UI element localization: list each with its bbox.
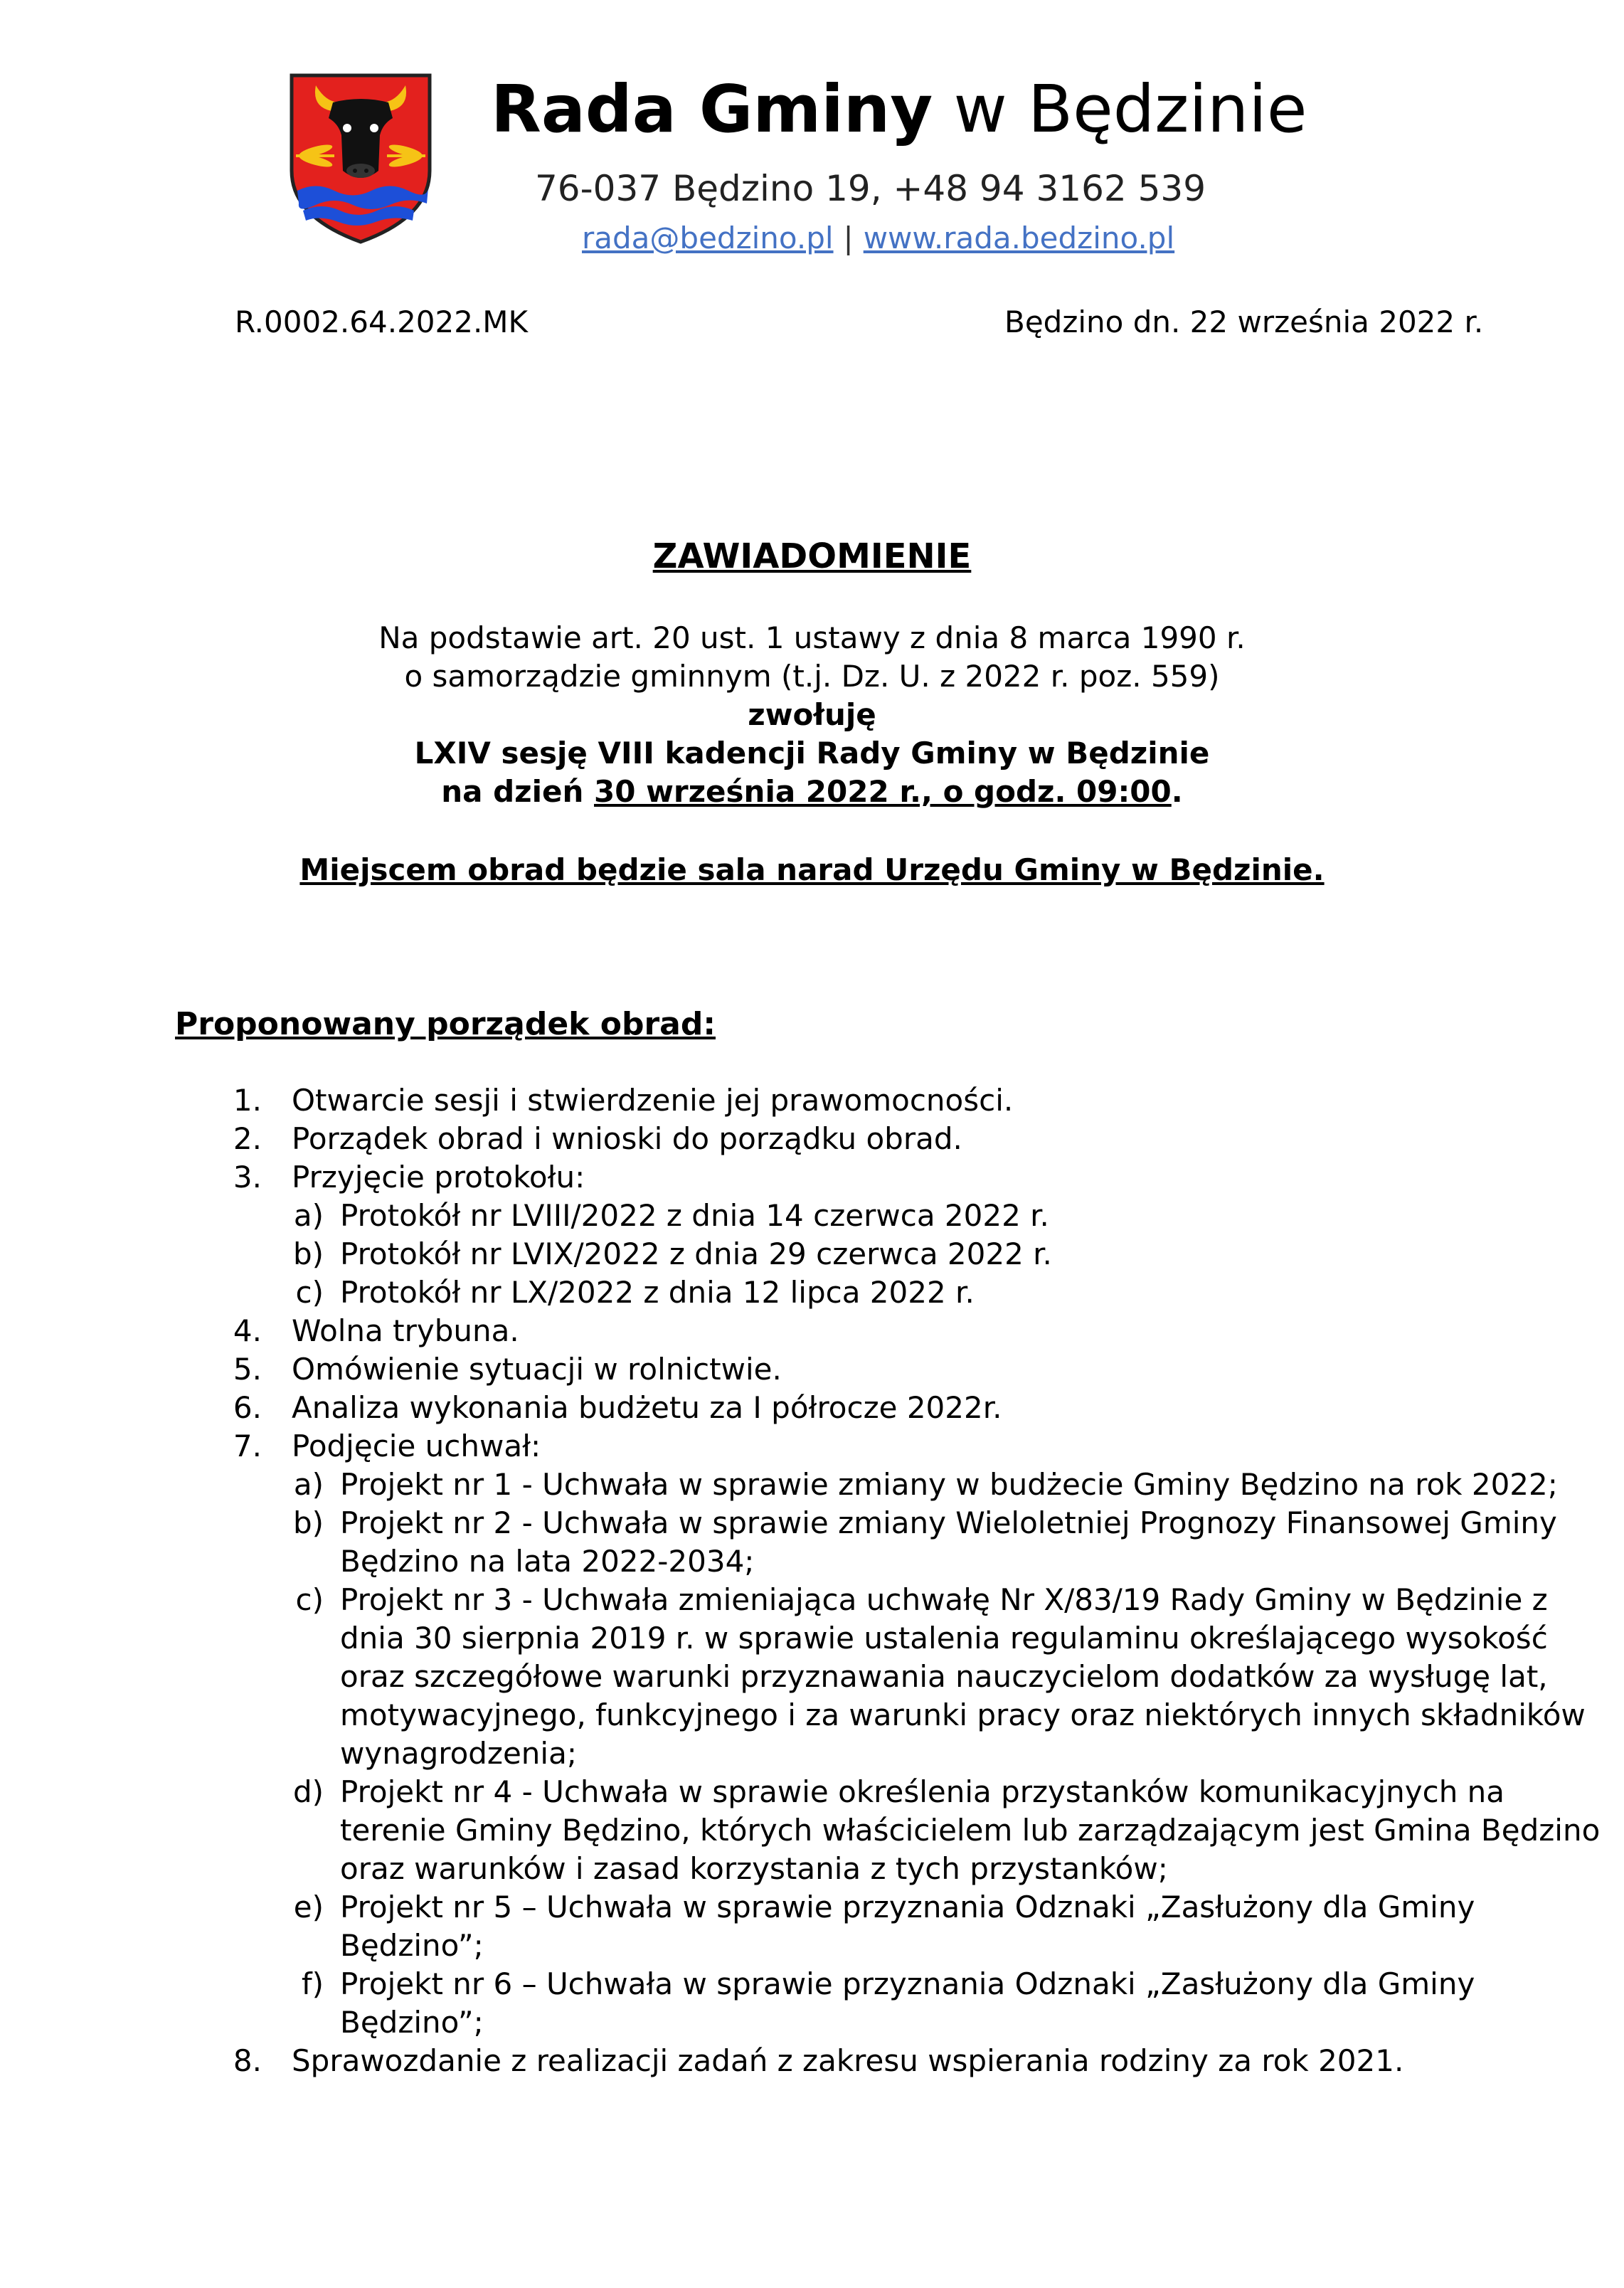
agenda-number: e) xyxy=(293,1890,324,1924)
agenda-subitem xyxy=(0,1273,1624,1312)
agenda-item xyxy=(0,1120,1624,1158)
council-address: 76-037 Będzino 19, +48 94 3162 539 xyxy=(535,168,1206,209)
agenda-text: Przyjęcie protokołu: xyxy=(292,1160,585,1195)
agenda-text: dnia 30 sierpnia 2019 r. w sprawie ustalenia regulaminu określającego wysokość xyxy=(340,1621,1548,1656)
agenda-text: Projekt nr 1 - Uchwała w sprawie zmiany w budżecie Gminy Będzino na rok 2022; xyxy=(340,1467,1558,1502)
agenda-item xyxy=(0,1312,1624,1350)
agenda-text: Analiza wykonania budżetu za I półrocze 2022r. xyxy=(292,1390,1002,1425)
agenda-text: Projekt nr 6 – Uchwała w sprawie przyznania Odznaki „Zasłużony dla Gminy xyxy=(340,1966,1475,2001)
agenda-subitem xyxy=(0,1504,1624,1542)
legal-basis-line-2: o samorządzie gminnym (t.j. Dz. U. z 2022 r. poz. 559) xyxy=(404,659,1220,694)
legal-basis-line-1: Na podstawie art. 20 ust. 1 ustawy z dnia 8 marca 1990 r. xyxy=(378,620,1246,655)
session-date-prefix: na dzień xyxy=(441,774,595,809)
agenda-text: Projekt nr 2 - Uchwała w sprawie zmiany Wieloletniej Prognozy Finansowej Gminy xyxy=(340,1505,1557,1540)
agenda-number: 7. xyxy=(233,1429,262,1463)
agenda-text: oraz warunków i zasad korzystania z tych przystanków; xyxy=(340,1851,1168,1886)
agenda-number: 4. xyxy=(233,1313,262,1348)
agenda-subitem xyxy=(0,1235,1624,1273)
agenda-subitem xyxy=(0,1542,1624,1581)
agenda-text: Omówienie sytuacji w rolnictwie. xyxy=(292,1352,782,1387)
agenda-text: Otwarcie sesji i stwierdzenie jej prawomocności. xyxy=(292,1083,1014,1118)
agenda-number: f) xyxy=(301,1966,324,2001)
agenda-subitem xyxy=(0,1850,1624,1888)
agenda-item xyxy=(0,1158,1624,1197)
agenda-subitem xyxy=(0,1466,1624,1504)
title-bold: Rada Gminy xyxy=(491,71,933,147)
agenda-title: Proponowany porządek obrad: xyxy=(175,1006,716,1042)
agenda-subitem xyxy=(0,2003,1624,2042)
agenda-item xyxy=(0,2042,1624,2080)
session-name: LXIV sesję VIII kadencji Rady Gminy w Będzinie xyxy=(414,736,1210,770)
agenda-subitem xyxy=(0,1927,1624,1965)
agenda-subitem xyxy=(0,1696,1624,1734)
agenda-subitem xyxy=(0,1581,1624,1619)
council-title xyxy=(491,71,1307,147)
agenda-number: 1. xyxy=(233,1083,262,1118)
agenda-number: c) xyxy=(295,1582,324,1617)
agenda-text: Projekt nr 4 - Uchwała w sprawie określenia przystanków komunikacyjnych na xyxy=(340,1774,1505,1809)
agenda-item xyxy=(0,1350,1624,1389)
agenda-subitem xyxy=(0,1619,1624,1658)
agenda-text: Porządek obrad i wnioski do porządku obrad. xyxy=(292,1121,962,1156)
agenda-text: Sprawozdanie z realizacji zadań z zakresu wspierania rodziny za rok 2021. xyxy=(292,2043,1404,2078)
agenda-subitem xyxy=(0,1734,1624,1773)
session-date: 30 września 2022 r., o godz. 09:00 xyxy=(594,774,1172,809)
agenda-text: Protokół nr LVIX/2022 z dnia 29 czerwca 2022 r. xyxy=(340,1236,1052,1271)
agenda-number: a) xyxy=(293,1467,324,1502)
agenda-item xyxy=(0,1389,1624,1427)
agenda-text: terenie Gminy Będzino, których właścicielem lub zarządzającym jest Gmina Będzino xyxy=(340,1813,1601,1848)
agenda-text: Projekt nr 5 – Uchwała w sprawie przyznania Odznaki „Zasłużony dla Gminy xyxy=(340,1890,1475,1924)
agenda-number: a) xyxy=(293,1198,324,1233)
link-separator: | xyxy=(843,221,854,255)
session-date-line xyxy=(0,774,1624,809)
agenda-number: 2. xyxy=(233,1121,262,1156)
agenda-text: oraz szczegółowe warunki przyznawania nauczycielom dodatków za wysługę lat, xyxy=(340,1659,1548,1694)
coat-of-arms-bull-icon xyxy=(287,71,434,246)
agenda-text: motywacyjnego, funkcyjnego i za warunki pracy oraz niektórych innych składników xyxy=(340,1698,1586,1732)
agenda-text: wynagrodzenia; xyxy=(340,1736,577,1771)
agenda-subitem xyxy=(0,1773,1624,1811)
agenda-text: Wolna trybuna. xyxy=(292,1313,519,1348)
agenda-text: Będzino na lata 2022-2034; xyxy=(340,1544,755,1579)
agenda-number: 8. xyxy=(233,2043,262,2078)
contact-links xyxy=(582,221,1174,255)
notice-heading: ZAWIADOMIENIE xyxy=(652,536,972,576)
title-rest: w Będzinie xyxy=(953,71,1307,147)
agenda-number: b) xyxy=(292,1505,324,1540)
agenda-number: d) xyxy=(292,1774,324,1809)
agenda-text: Protokół nr LVIII/2022 z dnia 14 czerwca 2022 r. xyxy=(340,1198,1049,1233)
website-link[interactable]: www.rada.bedzino.pl xyxy=(863,221,1175,255)
agenda-number: b) xyxy=(292,1236,324,1271)
agenda-subitem xyxy=(0,1888,1624,1927)
agenda-text: Protokół nr LX/2022 z dnia 12 lipca 2022 r. xyxy=(340,1275,975,1310)
agenda-number: 5. xyxy=(233,1352,262,1387)
agenda-item xyxy=(0,1081,1624,1120)
agenda-text: Będzino”; xyxy=(340,1928,484,1963)
session-date-suffix: . xyxy=(1171,774,1183,809)
agenda-subitem xyxy=(0,1197,1624,1235)
agenda-text: Będzino”; xyxy=(340,2005,484,2040)
agenda-subitem xyxy=(0,1658,1624,1696)
agenda-number: c) xyxy=(295,1275,324,1310)
agenda-text: Projekt nr 3 - Uchwała zmieniająca uchwałę Nr X/83/19 Rady Gminy w Będzinie z xyxy=(340,1582,1548,1617)
agenda-number: 6. xyxy=(233,1390,262,1425)
agenda-text: Podjęcie uchwał: xyxy=(292,1429,541,1463)
agenda-item xyxy=(0,1427,1624,1466)
meeting-place: Miejscem obrad będzie sala narad Urzędu Gminy w Będzinie. xyxy=(299,852,1325,887)
convene-word: zwołuję xyxy=(748,697,876,732)
agenda-number: 3. xyxy=(233,1160,262,1195)
agenda-subitem xyxy=(0,1811,1624,1850)
agenda-list xyxy=(0,1081,1624,2080)
reference-number: R.0002.64.2022.MK xyxy=(235,304,529,339)
agenda-subitem xyxy=(0,1965,1624,2003)
document-date: Będzino dn. 22 września 2022 r. xyxy=(1004,304,1484,339)
email-link[interactable]: rada@bedzino.pl xyxy=(582,221,834,255)
